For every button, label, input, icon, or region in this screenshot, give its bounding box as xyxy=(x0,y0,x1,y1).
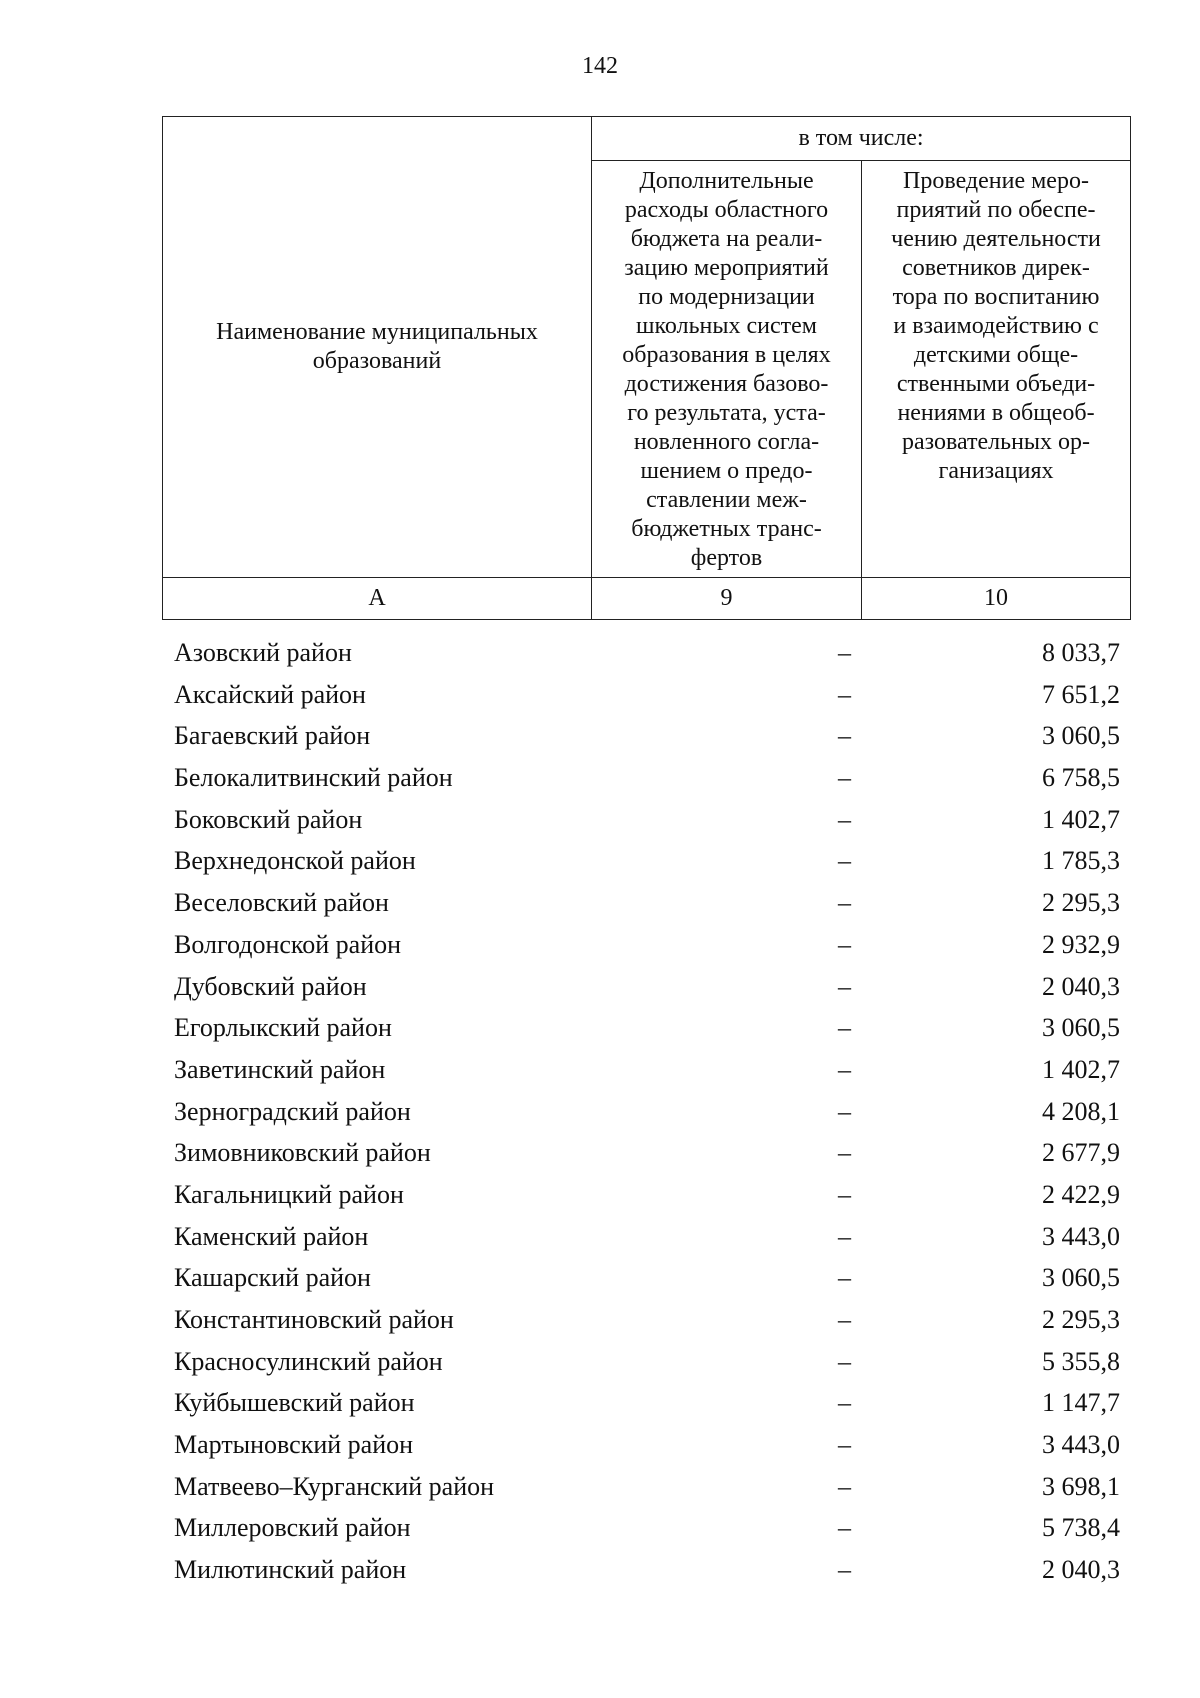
value-col9: – xyxy=(838,1346,851,1376)
value-col9: – xyxy=(838,971,851,1001)
municipality-name: Зимовниковский район xyxy=(174,1138,431,1168)
header-col9-line: Дополнительные xyxy=(639,168,814,194)
table-row xyxy=(162,1549,1130,1591)
header-col9-line: фертов xyxy=(690,545,763,571)
table-row xyxy=(162,632,1130,674)
table-row xyxy=(162,1007,1130,1049)
header-col10-line: тора по воспитанию xyxy=(892,284,1100,310)
header-col10-line: чению деятельности xyxy=(891,226,1101,252)
header-col9-line: го результата, уста- xyxy=(627,400,826,426)
municipality-name: Кагальницкий район xyxy=(174,1179,404,1209)
table-row xyxy=(162,1466,1130,1508)
value-col9: – xyxy=(838,1179,851,1209)
municipality-name: Зерноградский район xyxy=(174,1096,411,1126)
header-col9-line: бюджетных транс- xyxy=(631,516,822,542)
header-col9-line: образования в целях xyxy=(622,342,831,368)
header-col10-line: Проведение меро- xyxy=(903,168,1089,194)
municipality-name: Багаевский район xyxy=(174,721,371,751)
value-col9: – xyxy=(838,1388,851,1418)
value-col10: 2 677,9 xyxy=(1042,1138,1120,1168)
header-col9-line: новленного согла- xyxy=(633,429,820,455)
table-row xyxy=(162,1091,1130,1133)
value-col9: – xyxy=(838,846,851,876)
value-col10: 2 040,3 xyxy=(1042,1555,1120,1585)
municipality-name: Азовский район xyxy=(174,638,352,667)
header-col10-line: разовательных ор- xyxy=(901,429,1091,455)
municipality-name: Аксайский район xyxy=(174,679,366,709)
value-col9: – xyxy=(838,1513,851,1543)
table-row xyxy=(162,1257,1130,1299)
municipality-name: Веселовский район xyxy=(174,888,389,918)
table-row xyxy=(162,1174,1130,1216)
table-row xyxy=(162,1299,1130,1341)
value-col9: – xyxy=(838,1555,851,1585)
header-col9-line: шением о предо- xyxy=(640,458,813,484)
header-col9-line: бюджета на реали- xyxy=(630,226,823,252)
value-col10: 8 033,7 xyxy=(1042,638,1120,667)
municipality-name: Куйбышевский район xyxy=(174,1388,415,1418)
municipality-name: Волгодонской район xyxy=(174,929,402,959)
header-name-column xyxy=(163,117,592,578)
value-col10: 7 651,2 xyxy=(1042,679,1120,709)
header-num-10: 10 xyxy=(862,578,1131,620)
value-col10: 1 402,7 xyxy=(1042,804,1120,834)
value-col9: – xyxy=(838,888,851,918)
header-col9-line: зацию мероприятий xyxy=(624,255,829,281)
municipality-name: Егорлыкский район xyxy=(174,1013,392,1043)
header-col9-line: ставлении меж- xyxy=(646,487,807,513)
municipality-name: Константиновский район xyxy=(174,1305,454,1334)
header-col10-line: и взаимодействию с xyxy=(893,313,1099,339)
value-col10: 3 060,5 xyxy=(1042,1013,1120,1043)
header-name-line: образований xyxy=(312,348,442,374)
value-col9: – xyxy=(838,638,851,667)
page-number: 142 xyxy=(582,53,618,79)
municipality-name: Верхнедонской район xyxy=(174,846,416,876)
value-col10: 1 785,3 xyxy=(1042,846,1120,876)
value-col10: 5 738,4 xyxy=(1042,1513,1120,1543)
table-row xyxy=(162,1424,1130,1466)
municipality-name: Боковский район xyxy=(174,804,363,834)
table-row xyxy=(162,715,1130,757)
header-col9-line: достижения базово- xyxy=(624,371,829,397)
header-col10-line: приятий по обеспе- xyxy=(896,197,1096,223)
value-col10: 3 443,0 xyxy=(1042,1221,1120,1251)
value-col10: 3 443,0 xyxy=(1042,1430,1120,1460)
table-row xyxy=(162,674,1130,716)
data-rows xyxy=(162,632,1130,1591)
municipality-name: Милютинский район xyxy=(174,1555,407,1585)
value-col9: – xyxy=(838,929,851,959)
header-col10-line: детскими обще- xyxy=(913,342,1079,368)
value-col10: 3 060,5 xyxy=(1042,1263,1120,1293)
value-col9: – xyxy=(838,1096,851,1126)
value-col10: 1 402,7 xyxy=(1042,1054,1120,1084)
value-col10: 3 698,1 xyxy=(1042,1471,1120,1501)
municipality-name: Кашарский район xyxy=(174,1263,371,1293)
table-row xyxy=(162,924,1130,966)
table-row xyxy=(162,1341,1130,1383)
municipality-name: Дубовский район xyxy=(174,971,367,1001)
table-row xyxy=(162,1382,1130,1424)
municipality-name: Миллеровский район xyxy=(174,1513,411,1543)
value-col9: – xyxy=(838,1138,851,1168)
value-col10: 3 060,5 xyxy=(1042,721,1120,751)
value-col9: – xyxy=(838,804,851,834)
value-col10: 2 422,9 xyxy=(1042,1179,1120,1209)
value-col9: – xyxy=(838,1054,851,1084)
table-row xyxy=(162,840,1130,882)
header-col9-line: школьных систем xyxy=(636,313,817,339)
municipality-name: Заветинский район xyxy=(174,1054,386,1084)
value-col9: – xyxy=(838,1221,851,1251)
table-row xyxy=(162,1132,1130,1174)
value-col10: 2 040,3 xyxy=(1042,971,1120,1001)
value-col9: – xyxy=(838,1305,851,1334)
value-col10: 2 932,9 xyxy=(1042,929,1120,959)
header-col9-line: расходы областного xyxy=(624,197,829,223)
value-col10: 1 147,7 xyxy=(1042,1388,1120,1418)
value-col9: – xyxy=(838,1263,851,1293)
header-col10-description xyxy=(862,161,1131,578)
municipality-name: Матвеево–Курганский район xyxy=(174,1471,495,1501)
header-col10-line: ганизациях xyxy=(938,458,1054,484)
municipality-name: Каменский район xyxy=(174,1221,369,1251)
value-col9: – xyxy=(838,763,851,793)
value-col9: – xyxy=(838,1013,851,1043)
header-num-a: А xyxy=(163,578,592,620)
table-row xyxy=(162,882,1130,924)
value-col9: – xyxy=(838,721,851,751)
value-col9: – xyxy=(838,679,851,709)
header-group-label: в том числе: xyxy=(592,117,1131,161)
table-row xyxy=(162,1049,1130,1091)
header-col10-line: нениями в общеоб- xyxy=(897,400,1095,426)
value-col10: 6 758,5 xyxy=(1042,763,1120,793)
header-col9-description xyxy=(592,161,862,578)
municipality-name: Мартыновский район xyxy=(174,1430,414,1460)
header-name-line: Наименование муниципальных xyxy=(216,319,538,345)
table-row xyxy=(162,799,1130,841)
value-col10: 5 355,8 xyxy=(1042,1346,1120,1376)
table-header xyxy=(162,116,1131,620)
municipality-name: Красносулинский район xyxy=(174,1346,443,1376)
header-num-9: 9 xyxy=(592,578,862,620)
header-col10-line: советников дирек- xyxy=(902,255,1090,281)
table-row xyxy=(162,757,1130,799)
header-col10-line: ственными объеди- xyxy=(896,371,1096,397)
municipality-name: Белокалитвинский район xyxy=(174,763,453,793)
value-col9: – xyxy=(838,1471,851,1501)
value-col10: 4 208,1 xyxy=(1042,1096,1120,1126)
value-col10: 2 295,3 xyxy=(1042,888,1120,918)
table-row xyxy=(162,1216,1130,1258)
header-col9-line: по модернизации xyxy=(638,284,815,310)
value-col9: – xyxy=(838,1430,851,1460)
table-row xyxy=(162,966,1130,1008)
value-col10: 2 295,3 xyxy=(1042,1305,1120,1334)
table-row xyxy=(162,1507,1130,1549)
